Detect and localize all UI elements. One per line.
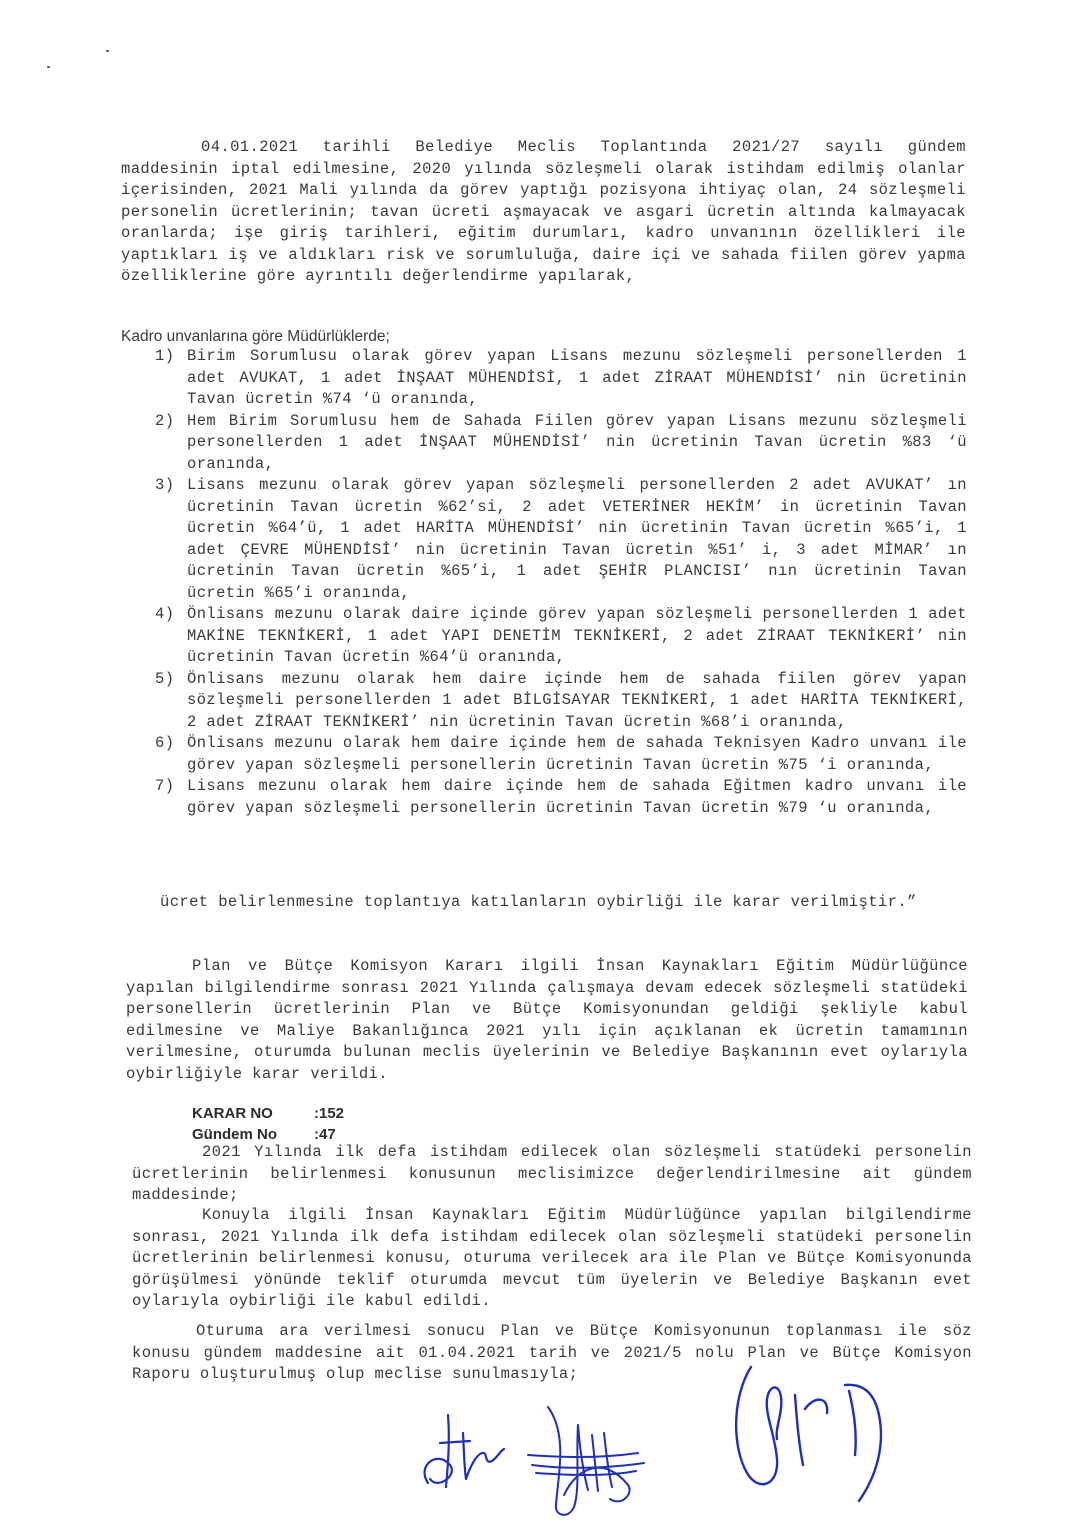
list-number: 2) (155, 411, 175, 430)
paragraph-3: 2021 Yılında ilk defa istihdam edilecek olan sözleşmeli statüdeki personelin ücretlerinin belirlenmesi konusunun meclisimizce değerlendirilmesine ait gündem maddesinde; (132, 1143, 972, 1204)
list-item (155, 346, 967, 411)
list-text: Önlisans mezunu olarak hem daire içinde hem de sahada Teknisyen Kadro unvanı ile görev yapan sözleşmeli personellerin ücretinin Tavan ücretin %75 ‘i oranında, (187, 734, 967, 774)
list-text: Hem Birim Sorumlusu hem de Sahada Fiilen görev yapan Lisans mezunu sözleşmeli personellerden 1 adet İNŞAAT MÜHENDİSİ’ nin ücretinin Tavan ücretin %83 ‘ü oranında, (187, 411, 967, 473)
signature-1 (408, 1395, 518, 1495)
list-number: 5) (155, 669, 175, 688)
karar-no-label: KARAR NO (192, 1105, 273, 1122)
list-number: 7) (155, 777, 175, 795)
list-text: Lisans mezunu olarak görev yapan sözleşmeli personellerden 2 adet AVUKAT’ ın ücretinin Tavan ücretin %62’si, 2 adet VETERİNER HEKİM’ in ücretinin Tavan ücretin %64’ü, 1 adet HARİTA MÜHENDİSİ’ nin ücretinin Tavan ücretin %65’i, 1 adet ÇEVRE MÜHENDİSİ’ nin ücretinin Tavan ücretin %51’ i, 3 adet MİMAR’ ın ücretinin Tavan ücretin %65’i, 1 adet ŞEHİR PLANCISI’ nın ücretinin Tavan ücretin %65’i oranında, (187, 476, 967, 602)
signature-3 (725, 1355, 900, 1515)
list-text: Lisans mezunu olarak hem daire içinde hem de sahada Eğitmen kadro unvanı ile görev yapan sözleşmeli personellerin ücretinin Tavan ücretin %79 ‘u oranında, (187, 777, 967, 817)
gundem-no-label: Gündem No (192, 1126, 277, 1143)
list-text: Önlisans mezunu olarak hem daire içinde hem de sahada fiilen görev yapan sözleşmeli personellerden 1 adet BİLGİSAYAR TEKNİKERİ, 1 adet HARİTA TEKNİKERİ, 2 adet ZİRAAT TEKNİKERİ’ nin ücretinin Tavan ücretin %68’i oranında, (187, 669, 967, 731)
closing-line: ücret belirlenmesine toplantıya katılanların oybirliği ile karar verilmiştir.” (160, 893, 917, 911)
list-number: 6) (155, 734, 175, 752)
scan-speck (106, 50, 109, 52)
karar-no-value: :152 (314, 1105, 345, 1122)
list-item (155, 411, 967, 476)
paragraph-5: Oturuma ara verilmesi sonucu Plan ve Bütçe Komisyonunun toplanması ile söz konusu gündem maddesine ait 01.04.2021 tarih ve 2021/5 nolu Plan ve Bütçe Komisyon Raporu oluşturulmuş olup meclise sunulmasıyla; (132, 1322, 972, 1383)
list-number: 4) (155, 605, 175, 623)
list-item (155, 776, 967, 819)
signature-2 (518, 1395, 653, 1530)
list-item (155, 604, 967, 669)
list-item (155, 733, 967, 776)
list-number: 1) (155, 347, 175, 365)
list-text: Önlisans mezunu olarak daire içinde görev yapan sözleşmeli personellerden 1 adet MAKİNE TEKNİKERİ, 1 adet YAPI DENETİM TEKNİKERİ, 2 adet ZİRAAT TEKNİKERİ’ nin ücretinin Tavan ücretin %64’ü oranında, (187, 605, 967, 666)
list-item (155, 475, 967, 604)
paragraph-2: Plan ve Bütçe Komisyon Kararı ilgili İnsan Kaynakları Eğitim Müdürlüğünce yapılan bilgilendirme sonrası 2021 Yılında çalışmaya devam edecek sözleşmeli statüdeki personellerin ücretlerinin Plan ve Bütçe Komisyonundan geldiği şekliyle kabul edilmesine ve Maliye Bakanlığınca 2021 yılı için açıklanan ek ücretin tamamının verilmesine, oturumda bulunan meclis üyelerinin ve Belediye Başkanının evet oylarıyla oybirliğiyle karar verildi. (126, 957, 968, 1083)
kadro-intro: Kadro unvanlarına göre Müdürlüklerde; (121, 328, 390, 345)
unvan-list (155, 346, 967, 819)
paragraph-4: Konuyla ilgili İnsan Kaynakları Eğitim Müdürlüğünce yapılan bilgilendirme sonrası, 2021 Yılında ilk defa istihdam edilecek olan sözleşmeli statüdeki personelin ücretlerinin belirlenmesi konusu, oturuma verilecek ara ile Plan ve Bütçe Komisyonunda görüşülmesi yönünde teklif oturumda mevcut tüm üyelerin ve Belediye Başkanın evet oylarıyla oybirliği ile kabul edildi. (132, 1206, 972, 1310)
list-item (155, 669, 967, 734)
list-text: Birim Sorumlusu olarak görev yapan Lisans mezunu sözleşmeli personellerden 1 adet AVUKAT, 1 adet İNŞAAT MÜHENDİSİ, 1 adet ZİRAAT MÜHENDİSİ’ nin ücretinin Tavan ücretin %74 ‘ü oranında, (187, 347, 967, 408)
list-number: 3) (155, 476, 175, 494)
gundem-no-value: :47 (314, 1126, 336, 1143)
scan-speck (47, 66, 50, 68)
karar-header (192, 1103, 344, 1145)
paragraph-1: 04.01.2021 tarihli Belediye Meclis Toplantında 2021/27 sayılı gündem maddesinin iptal edilmesine, 2020 yılında sözleşmeli olarak istihdam edilmiş olanlar içerisinden, 2021 Mali yılında da görev yaptığı pozisyona ihtiyaç olan, 24 sözleşmeli personelin ücretlerinin; tavan ücreti aşmayacak ve asgari ücretin altında kalmayacak oranlarda; işe giriş tarihleri, eğitim durumları, kadro unvanının özellikleri ile yaptıkları iş ve aldıkları risk ve sorumluluğa, daire içi ve sahada fiilen görev yapma özelliklerine göre ayrıntılı değerlendirme yapılarak, (121, 138, 966, 285)
